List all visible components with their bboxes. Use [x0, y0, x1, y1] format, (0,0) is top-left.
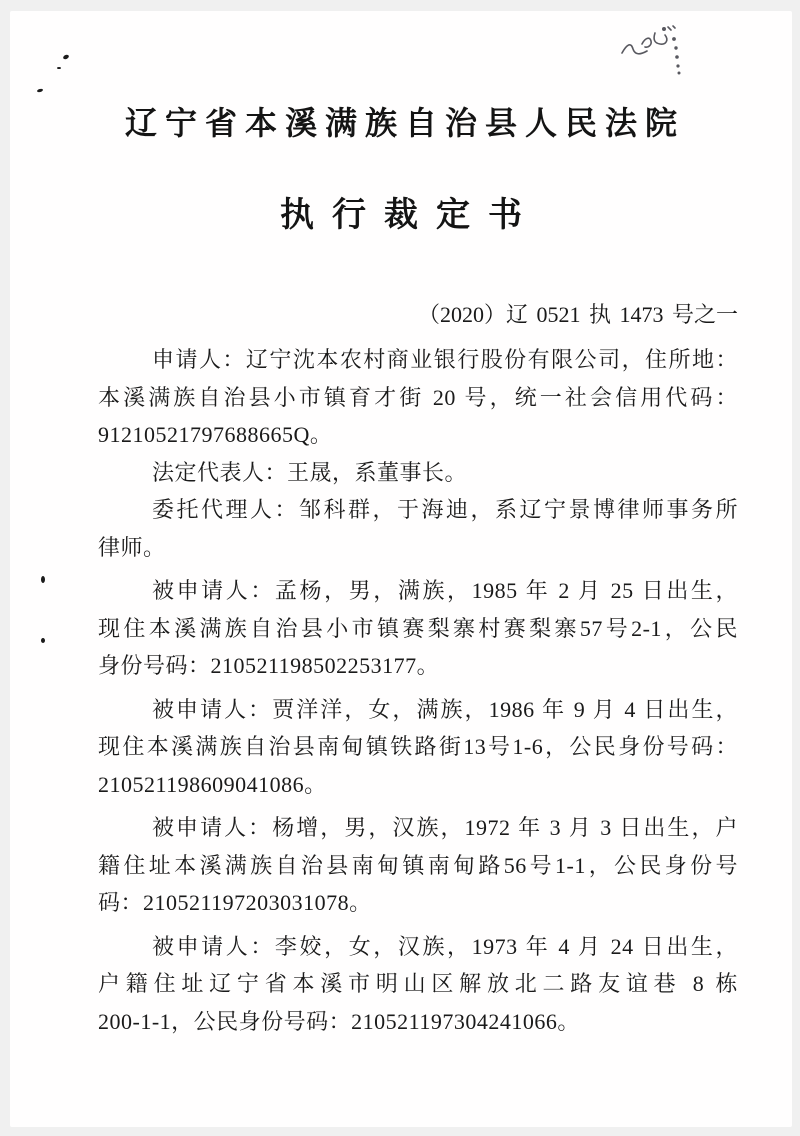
paragraph-respondent-3: [98, 809, 738, 922]
paragraph-agents: [98, 491, 738, 566]
ink-speck: [41, 576, 45, 583]
text-line: 被申请人：杨增，男，汉族，1972 年 3 月 3 日出生，户: [152, 815, 738, 840]
ink-speck: [57, 67, 61, 69]
text-line: 现住本溪满族自治县南甸镇铁路街13号1-6，公民身份号码：: [98, 734, 738, 759]
ink-speck: [62, 54, 69, 60]
paragraph-applicant: [98, 341, 738, 454]
text-line: 申请人：辽宁沈本农村商业银行股份有限公司，住所地：: [152, 347, 738, 372]
paragraph-respondent-4: [98, 928, 738, 1041]
text-line: 户籍住址辽宁省本溪市明山区解放北二路友谊巷 8 栋: [98, 971, 738, 996]
text-line: 委托代理人：邹科群，于海迪，系辽宁景博律师事务所: [152, 497, 738, 522]
court-name: 辽宁省本溪满族自治县人民法院: [124, 105, 685, 141]
paragraph-respondent-2: [98, 691, 738, 804]
handwritten-scribble: [608, 17, 718, 77]
text-line: 法定代表人：王晟，系董事长。: [152, 459, 468, 485]
text-line: 200-1-1，公民身份号码：210521197304241066。: [98, 1008, 580, 1034]
text-line: 被申请人：李姣，女，汉族，1973 年 4 月 24 日出生，: [152, 933, 738, 959]
ink-speck: [37, 88, 44, 92]
text-line: 被申请人：孟杨，男，满族，1985 年 2 月 25 日出生，: [152, 578, 738, 603]
paragraph-respondent-1: [98, 572, 738, 685]
scanned-page: [10, 11, 792, 1127]
paragraph-legal-representative: [98, 454, 738, 492]
text-line: 身份号码：210521198502253177。: [98, 653, 440, 678]
ink-speck: [41, 638, 45, 643]
text-line: 籍住址本溪满族自治县南甸镇南甸路56号1-1，公民身份号: [98, 852, 738, 878]
text-line: 被申请人：贾洋洋，女，满族，1986 年 9 月 4 日出生，: [152, 696, 738, 722]
text-line: 律师。: [98, 534, 166, 560]
document-title: 执行裁定书: [280, 197, 540, 234]
text-line: 码：210521197203031078。: [98, 890, 372, 915]
case-number: （2020）辽 0521 执 1473 号之一: [417, 302, 738, 327]
text-line: 91210521797688665Q。: [98, 422, 333, 447]
text-line: 现住本溪满族自治县小市镇赛梨寨村赛梨寨57号2-1，公民: [98, 615, 738, 641]
text-line: 本溪满族自治县小市镇育才街 20 号，统一社会信用代码：: [98, 384, 738, 410]
document-body: [98, 341, 738, 1040]
text-line: 210521198609041086。: [98, 771, 327, 797]
